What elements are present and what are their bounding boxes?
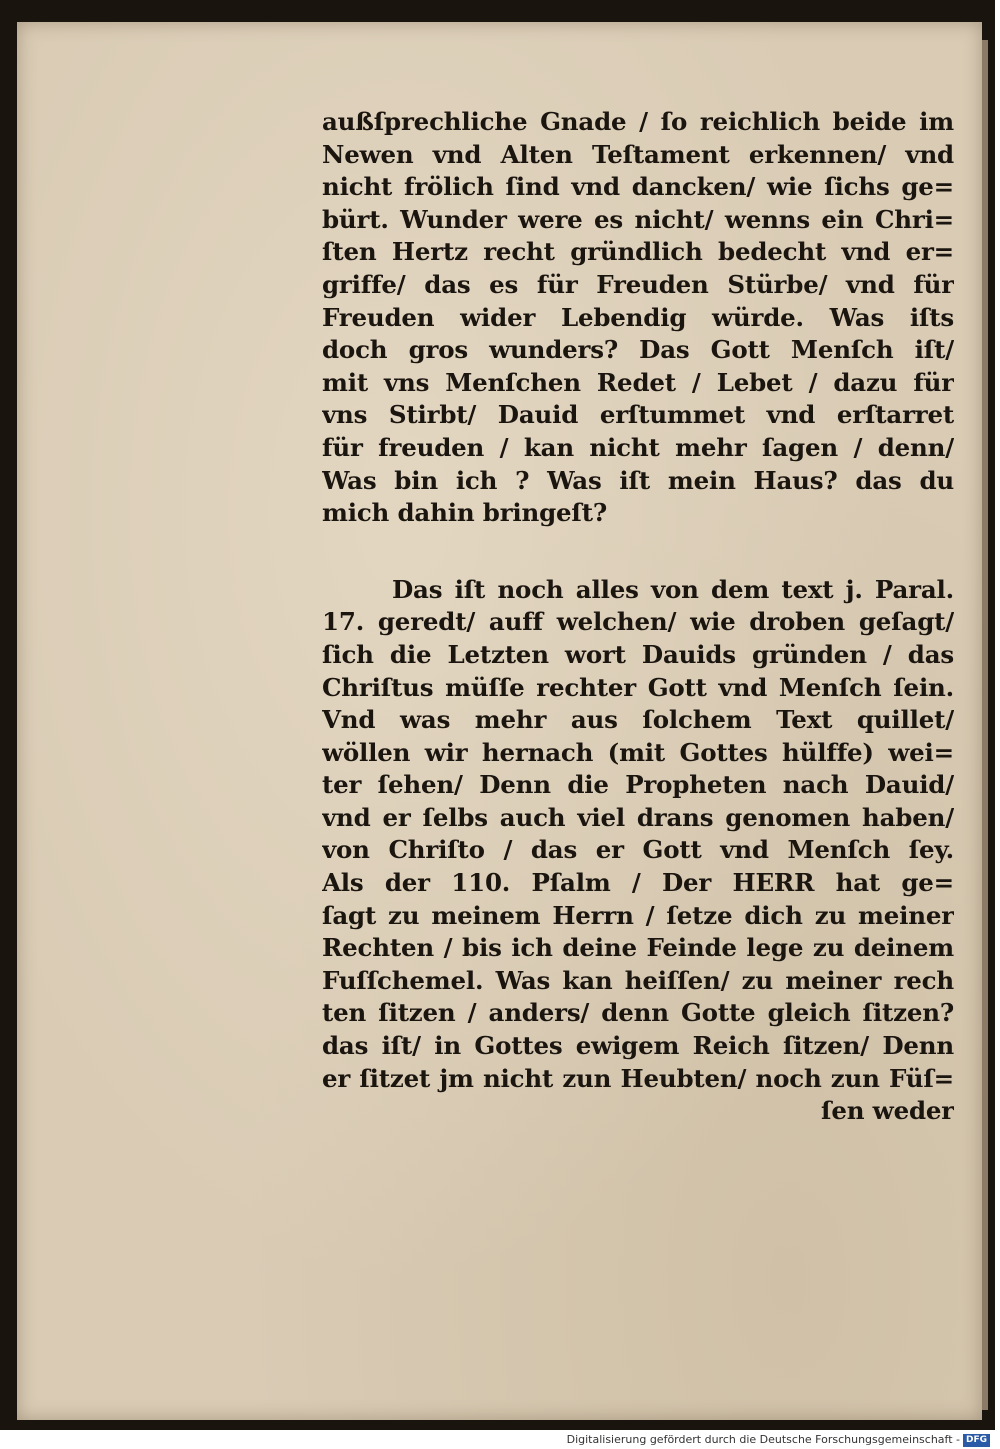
text-line: Vnd was mehr aus ſolchem Text quillet/	[322, 705, 954, 735]
footer-text: Digitalisierung gefördert durch die Deutsche Forschungsgemeinschaft -	[566, 1433, 960, 1446]
text-line: doch gros wunders? Das Gott Menſch iſt/	[322, 335, 954, 365]
dfg-logo-icon: DFG	[963, 1434, 990, 1447]
digitization-footer	[567, 1430, 990, 1449]
text-line: mich dahin bringeſt?	[322, 498, 608, 528]
text-line: Als der 110. Pſalm / Der HERR hat ge=	[322, 868, 954, 898]
text-line: bürt. Wunder were es nicht/ wenns ein Chri=	[322, 204, 954, 234]
text-line: 17. geredt/ auff welchen/ wie droben geſagt/	[322, 607, 954, 637]
text-line: ſten Hertz recht gründlich bedecht vnd er=	[322, 237, 954, 267]
text-line: ſagt zu meinem Herrn / ſetze dich zu meiner	[322, 900, 954, 930]
text-line: er ſitzet jm nicht zun Heubten/ noch zun Füſ=	[322, 1063, 954, 1093]
text-line: griffe/ das es für Freuden Stürbe/ vnd für	[322, 269, 954, 299]
text-line: Was bin ich ? Was iſt mein Haus? das du	[322, 465, 954, 495]
paragraph-gap	[322, 530, 954, 574]
text-line: ſich die Letzten wort Dauids gründen / das	[322, 639, 954, 669]
text-line: ten ſitzen / anders/ denn Gotte gleich ſitzen?	[322, 998, 954, 1028]
text-line: Newen vnd Alten Teſtament erkennen/ vnd	[322, 139, 954, 169]
text-line: nicht frölich ſind vnd dancken/ wie ſichs ge=	[322, 172, 954, 202]
book-edge	[982, 40, 988, 1410]
text-line: von Chriſto / das er Gott vnd Menſch ſey.	[322, 835, 954, 865]
text-line: Freuden wider Lebendig würde. Was iſts	[322, 302, 954, 332]
text-line: mit vns Menſchen Redet / Lebet / dazu für	[322, 367, 954, 397]
text-line: vnd er ſelbs auch viel drans genomen haben/	[322, 802, 954, 832]
text-line: das iſt/ in Gottes ewigem Reich ſitzen/ Denn	[322, 1031, 954, 1061]
body-text	[322, 106, 954, 1128]
text-line: für freuden / kan nicht mehr ſagen / denn/	[322, 432, 954, 462]
catchword: ſen weder	[821, 1096, 954, 1126]
text-line: Chriſtus müſſe rechter Gott vnd Menſch ſein.	[322, 672, 954, 702]
text-line: außſprechliche Gnade / ſo reichlich beide im	[322, 107, 954, 136]
text-line: wöllen wir hernach (mit Gottes hülffe) wei=	[322, 737, 954, 767]
paragraph-1	[322, 106, 954, 530]
text-line: vns Stirbt/ Dauid erſtummet vnd erſtarret	[322, 400, 954, 430]
text-line: Fuſſchemel. Was kan heiſſen/ zu meiner rech	[322, 965, 954, 995]
text-line: ter ſehen/ Denn die Propheten nach Dauid/	[322, 770, 954, 800]
text-line: Das iſt noch alles von dem text j. Paral.	[392, 574, 954, 604]
text-line: Rechten / bis ich deine Feinde lege zu deinem	[322, 933, 954, 963]
paragraph-2	[322, 574, 954, 1128]
